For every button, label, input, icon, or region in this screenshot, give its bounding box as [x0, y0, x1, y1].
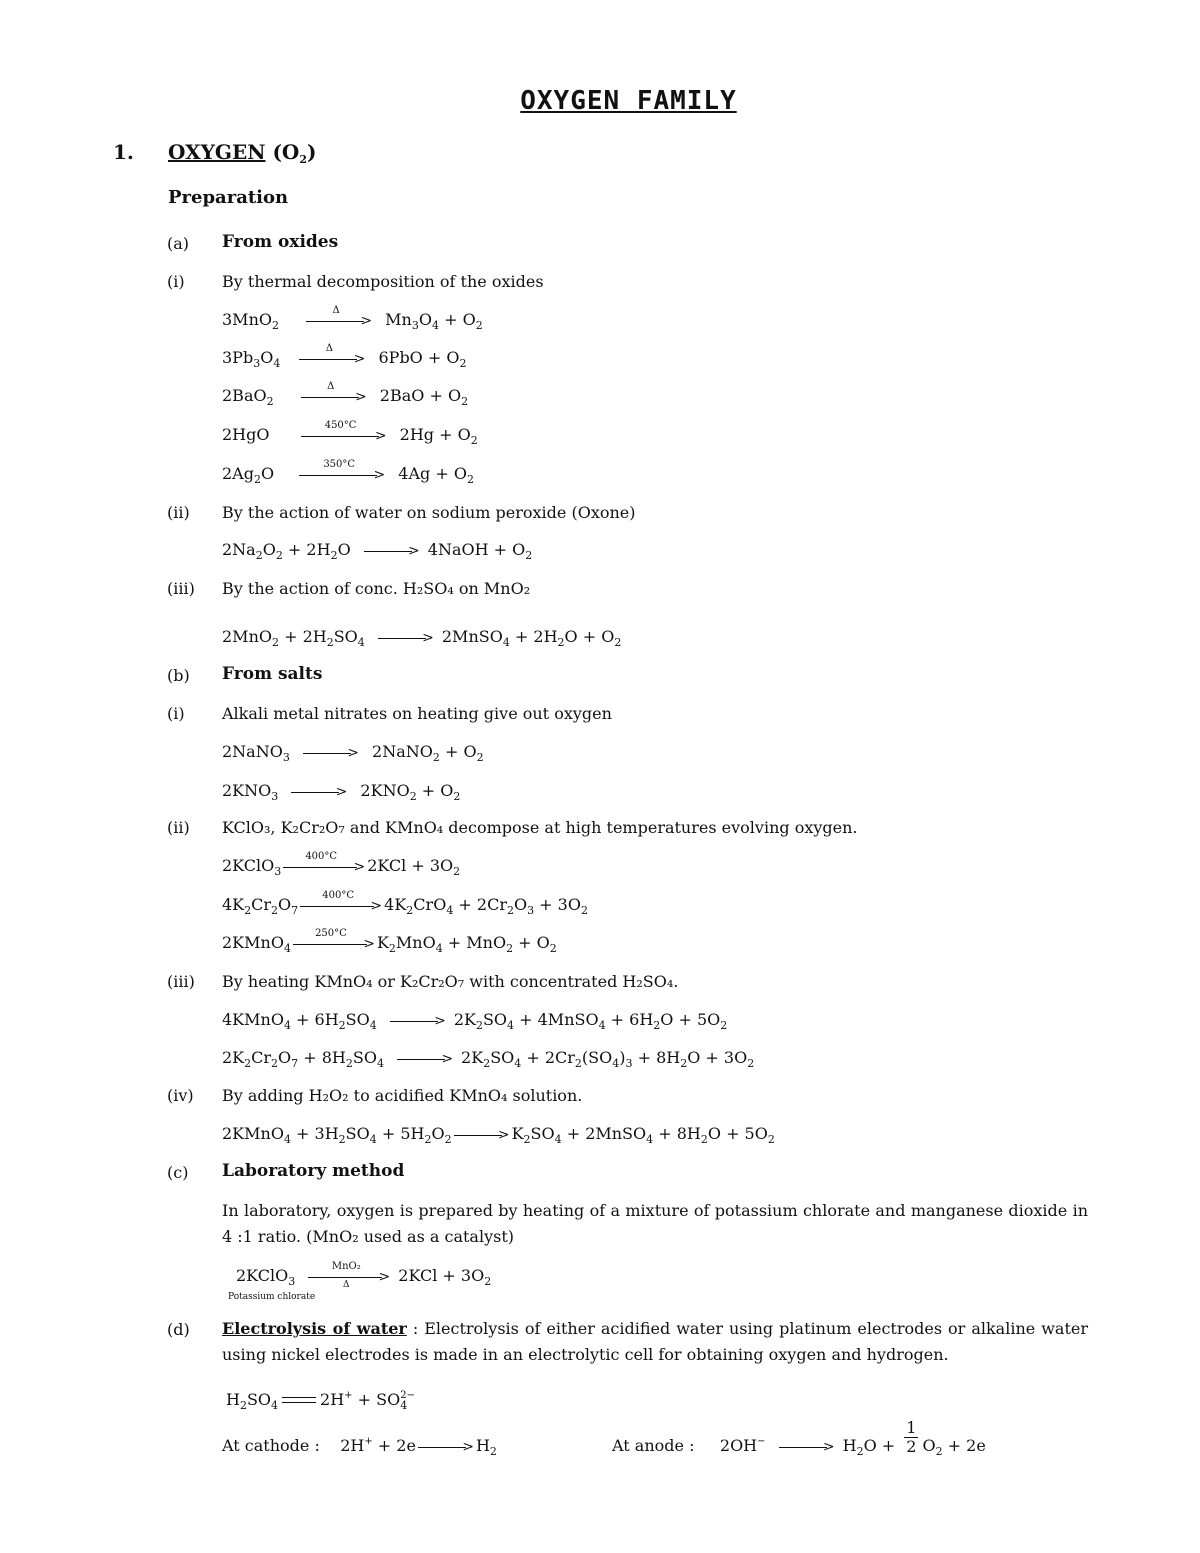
equation: 2KClO$_3$ MnO₂ > Δ $2KCl + 3O_2$	[236, 1260, 492, 1290]
label-a: (a)	[167, 234, 190, 253]
equation: $2Na_2O_2 + 2H_2O$ > 4NaOH + $O_2$	[222, 540, 533, 562]
text-b-iii: By heating KMnO₄ or K₂Cr₂O₇ with concentrated H₂SO₄.	[222, 972, 679, 991]
section-number: 1.	[113, 140, 134, 164]
text-a-i: By thermal decomposition of the oxides	[222, 272, 544, 291]
preparation-heading: Preparation	[168, 187, 289, 208]
potassium-chlorate-label: Potassium chlorate	[228, 1292, 316, 1302]
page-title: OXYGEN FAMILY	[520, 86, 737, 116]
text-a-ii: By the action of water on sodium peroxide (Oxone)	[222, 503, 636, 522]
paragraph-electrolysis: Electrolysis of water : Electrolysis of either acidified water using platinum electrodes or alkaline water using nickel electrodes is made in an electrolytic cell for obtaining oxygen and hydrogen.	[222, 1319, 1088, 1364]
text-b-iv: By adding H₂O₂ to acidified KMnO₄ solution.	[222, 1086, 583, 1105]
anode-equation: At anode : 2OH− > $H_2O$ + $\frac{1}{2}$ $O_2 + 2e$	[612, 1418, 986, 1458]
equation: $H_2SO_4$ $2H^+ + SO_4^{2-}$	[226, 1390, 415, 1412]
section-title: OXYGEN $(O_2)$	[168, 140, 317, 166]
text-b-ii: KClO₃, K₂Cr₂O₇ and KMnO₄ decompose at high temperatures evolving oxygen.	[222, 818, 858, 837]
label-a-iii: (iii)	[167, 579, 195, 598]
equation: 2KMnO$_4$ + $3H_2SO_4 + 5H_2O_2$ > $K_2SO_4$ + 2MnSO$_4$ + $8H_2O + 5O_2$	[222, 1124, 775, 1146]
equation: 2KMnO$_4$ 250°C > $K_2MnO_4 + MnO_2 + O_2$	[222, 927, 557, 955]
heading-laboratory-method: Laboratory method	[222, 1161, 405, 1181]
text-a-iii: By the action of conc. H₂SO₄ on MnO₂	[222, 579, 531, 598]
label-b-iii: (iii)	[167, 972, 195, 991]
label-d: (d)	[167, 1320, 190, 1339]
equation: 2KClO$_3$ 400°C > $2KCl + 3O_2$	[222, 850, 461, 878]
equation: 2BaO$_2$ Δ > $2BaO + O_2$	[222, 380, 469, 408]
label-c: (c)	[167, 1163, 189, 1182]
label-b-ii: (ii)	[167, 818, 190, 837]
paragraph-laboratory: In laboratory, oxygen is prepared by heating of a mixture of potassium chlorate and manganese dioxide in 4 :1 ratio. (MnO₂ used as a catalyst)	[222, 1201, 1088, 1246]
equation: 4KMnO$_4$ + $6H_2SO_4$ > $2K_2SO_4$ + 4MnSO$_4$ + $6H_2O + 5O_2$	[222, 1010, 728, 1032]
heading-from-oxides: From oxides	[222, 232, 339, 252]
label-a-i: (i)	[167, 272, 185, 291]
cathode-equation: At cathode : 2H+ + 2e > $H_2$	[222, 1436, 497, 1458]
label-a-ii: (ii)	[167, 503, 190, 522]
equation: $3Pb_3O_4$ Δ > $6PbO + O_2$	[222, 342, 467, 370]
equation: $2KNO_3$ > $2KNO_2 + O_2$	[222, 781, 461, 803]
equation: 2HgO 450°C > $2Hg + O_2$	[222, 419, 478, 447]
heading-from-salts: From salts	[222, 664, 323, 684]
text-b-i: Alkali metal nitrates on heating give out oxygen	[222, 704, 612, 723]
label-b: (b)	[167, 666, 190, 685]
label-b-i: (i)	[167, 704, 185, 723]
equation: $2Ag_2O$ 350°C > $4Ag + O_2$	[222, 458, 474, 486]
label-b-iv: (iv)	[167, 1086, 194, 1105]
equation: $4K_2Cr_2O_7$ 400°C > $4K_2CrO_4 + 2Cr_2O_3 + 3O_2$	[222, 889, 588, 917]
equation: $2K_2Cr_2O_7 + 8H_2SO_4$ > $2K_2SO_4 + 2Cr_2(SO_4)_3 + 8H_2O + 3O_2$	[222, 1048, 755, 1070]
equation: $2MnO_2 + 2H_2SO_4$ > 2MnSO$_4$ + $2H_2O + O_2$	[222, 627, 622, 649]
equation: 3MnO$_2$ Δ > $Mn_3O_4 + O_2$	[222, 304, 483, 332]
equation: 2NaNO$_3$ > 2NaNO$_2$ + $O_2$	[222, 742, 484, 764]
